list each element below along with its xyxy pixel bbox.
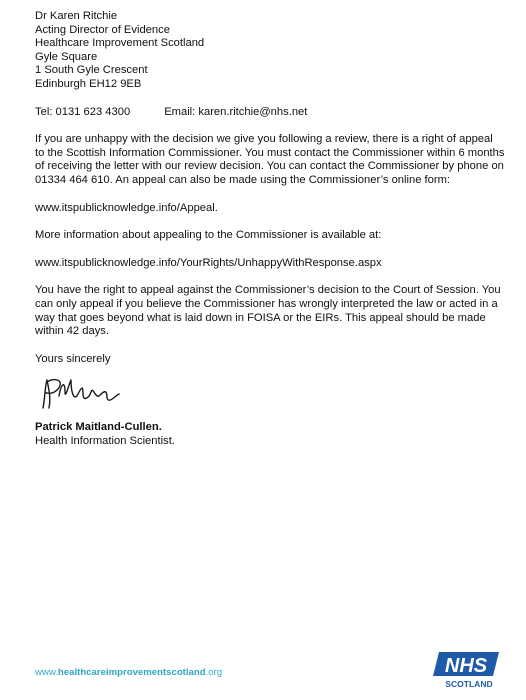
footer-url-suffix: .org xyxy=(205,667,223,678)
address-line: Gyle Square xyxy=(35,50,98,63)
address-line: 1 South Gyle Crescent xyxy=(35,64,148,77)
recipient-address xyxy=(35,10,505,92)
signer-title: Health Information Scientist. xyxy=(35,434,175,447)
email-address: Email: karen.ritchie@nhs.net xyxy=(164,105,308,118)
nhs-scotland-logo xyxy=(433,648,505,690)
handwritten-signature xyxy=(35,374,505,418)
telephone-number: Tel: 0131 623 4300 xyxy=(35,105,131,118)
address-line: Dr Karen Ritchie xyxy=(35,10,118,22)
appeal-paragraph: If you are unhappy with the decision we give you following a review, there is a right of appeal to the Scottish Information Commissioner. You must contact the Commissioner within 6 months of receiving the letter with our review decision. You can contact the Commissioner by phone on 01334 464 610. An appeal can also be made using the Commissioner’s online form: xyxy=(35,133,505,186)
address-line: Acting Director of Evidence xyxy=(35,23,170,36)
contact-line xyxy=(35,106,505,120)
address-line: Healthcare Improvement Scotland xyxy=(35,37,205,50)
more-info-url: www.itspublicknowledge.info/YourRights/UnhappyWithResponse.aspx xyxy=(35,256,382,269)
footer-url-main: healthcareimprovementscotland xyxy=(57,667,206,678)
letter-body xyxy=(35,10,505,448)
more-info-paragraph: More information about appealing to the Commissioner is available at: xyxy=(35,229,382,242)
footer-url-prefix: www. xyxy=(35,667,58,678)
appeal-url: www.itspublicknowledge.info/Appeal. xyxy=(35,201,218,214)
address-line: Edinburgh EH12 9EB xyxy=(35,77,142,90)
signer-name: Patrick Maitland-Cullen. xyxy=(35,421,162,434)
court-of-session-paragraph: You have the right to appeal against the Commissioner’s decision to the Court of Session. You can only appeal if you believe the Commissioner has wrongly interpreted the law or acted in a way that goes beyond what is laid down in FOISA or the EIRs. This appeal should be made within 42 days. xyxy=(35,284,501,338)
scotland-logo-text: SCOTLAND xyxy=(445,679,493,689)
closing-salutation: Yours sincerely xyxy=(35,352,111,365)
footer-website-link[interactable] xyxy=(35,667,222,678)
nhs-logo-text: NHS xyxy=(444,655,488,677)
